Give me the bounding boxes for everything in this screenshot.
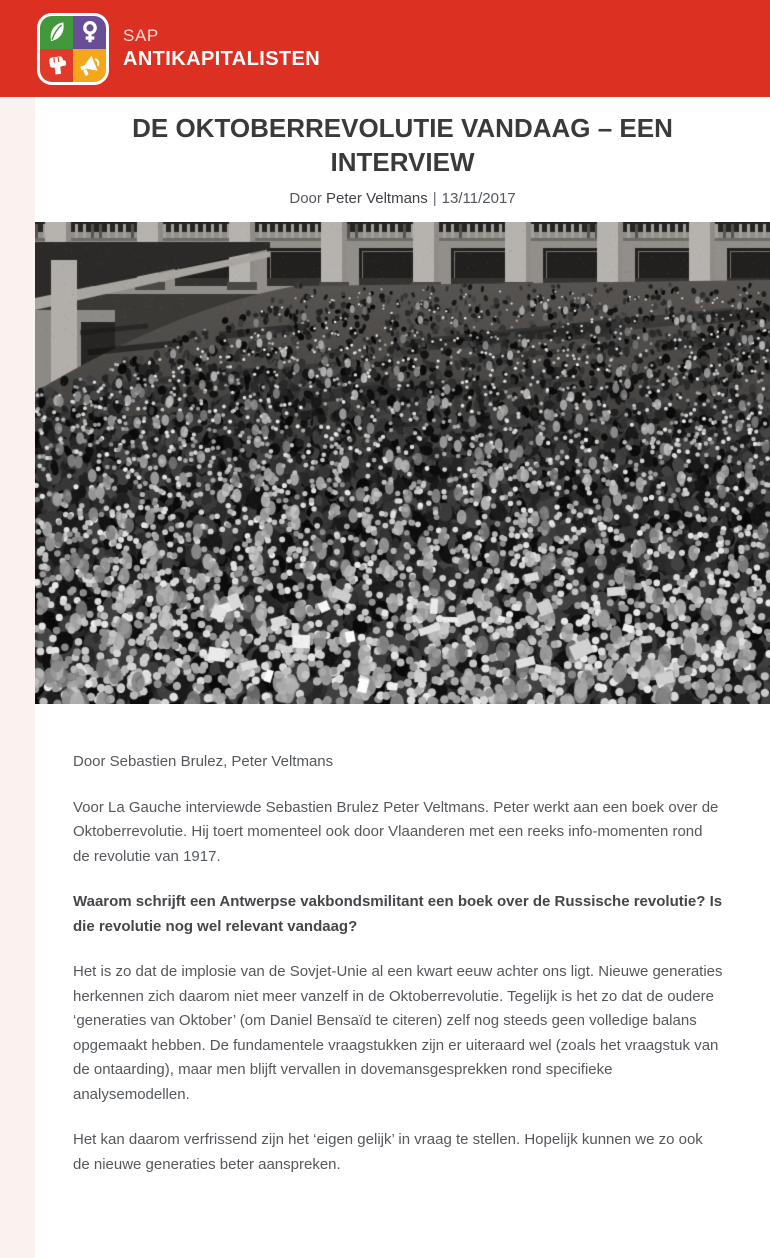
article-content — [35, 97, 770, 1258]
brand-name-bottom: ANTIKAPITALISTEN — [123, 47, 321, 70]
interview-question: Waarom schrijft een Antwerpse vakbondsmilitant een boek over de Russische revolutie? Is die revolutie nog wel relevant vandaag? — [73, 893, 723, 935]
byline-prefix: Door — [289, 190, 322, 207]
byline-separator: | — [432, 190, 437, 207]
author-link[interactable]: Peter Veltmans — [326, 190, 428, 207]
megaphone-icon — [73, 49, 106, 82]
article-title: DE OKTOBERREVOLUTIE VANDAAG – EEN INTERVIEW — [132, 113, 673, 177]
paragraph-intro: Voor La Gauche interviewde Sebastien Brulez Peter Veltmans. Peter werkt aan een boek over de Oktoberrevolutie. Hij toert momenteel ook door Vlaanderen met een reeks info-momenten rond de revolutie van 1917. — [73, 798, 719, 865]
brand-text — [123, 25, 320, 71]
leaf-icon — [40, 16, 73, 49]
brand-name-top: SAP — [123, 26, 159, 46]
article-byline — [35, 190, 770, 207]
brand-logo — [37, 13, 109, 85]
paragraph-answer-2: Het kan daarom verfrissend zijn het ‘eigen gelijk’ in vraag te stellen. Hopelijk kunnen we zo ook de nieuwe generaties beter aanspreken. — [73, 1131, 703, 1173]
article-body — [35, 704, 770, 1258]
article-date: 13/11/2017 — [441, 190, 516, 207]
site-header — [0, 0, 770, 97]
paragraph-answer-1: Het is zo dat de implosie van de Sovjet-Unie al een kwart eeuw achter ons ligt. Nieuwe generaties herkennen zich daarom niet meer vanzelf in de Oktoberrevolutie. Tegelijk is het zo dat de oudere ‘generaties van Oktober’ (om Daniel Bensaïd te citeren) zelf nog steeds geen volledige balans opgemaakt hebben. De fundamentele vraagstukken zijn er uiteraard wel (zoals het vraagstuk van de ontaarding), maar men blijft vervallen in dovemansgesprekken rond specifieke analysemodellen. — [73, 963, 723, 1103]
fist-icon — [40, 49, 73, 82]
hero-photo — [35, 222, 770, 704]
paragraph-intro-authors: Door Sebastien Brulez, Peter Veltmans — [73, 753, 334, 770]
brand-logo-link[interactable] — [37, 13, 320, 85]
female-symbol-icon — [73, 16, 106, 49]
